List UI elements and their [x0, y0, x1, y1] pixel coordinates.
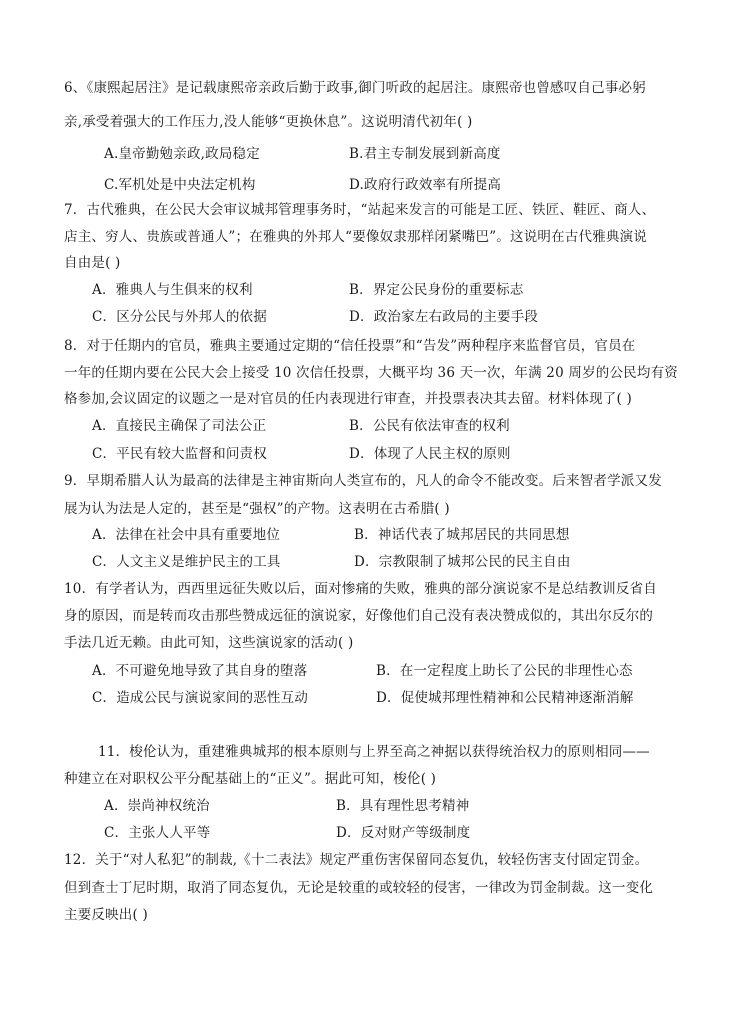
question-10-option-a: A．不可避免地导致了其自身的堕落: [92, 663, 308, 679]
question-11-option-c: C．主张人人平等: [104, 825, 211, 841]
question-6-option-c: C.军机处是中央法定机构: [104, 177, 256, 193]
question-6-line-2: 亲,承受着强大的工作压力,没人能够“更换休息”。这说明清代初年( ): [64, 114, 473, 130]
question-10-line-1: 10．有学者认为，西西里远征失败以后，面对惨痛的失败，雅典的部分演说家不是总结教训反省自: [64, 581, 657, 597]
question-10-line-2: 身的原因，而是转而攻击那些赞成远征的演说家，好像他们自己没有表决赞成似的，其出尔反尔的: [64, 608, 654, 624]
question-7-line-2: 店主、穷人、贵族或普通人”；在雅典的外邦人“要像奴隶那样闭紧嘴巴”。这说明在古代雅典演说: [64, 229, 648, 245]
question-7-option-a: A．雅典人与生俱来的权利: [92, 282, 253, 298]
question-7-option-b: B．界定公民身份的重要标志: [349, 282, 524, 298]
question-12-line-1: 12．关于“对人私犯”的制裁,《十二表法》规定严重伤害保留同态复仇，较轻伤害支付固定罚金。: [64, 852, 649, 868]
question-12-line-3: 主要反映出( ): [64, 907, 148, 923]
question-9-option-a: A．法律在社会中具有重要地位: [92, 527, 281, 543]
question-7-line-3: 自由是( ): [64, 255, 121, 271]
question-11-option-a: A．崇尚神权统治: [104, 798, 210, 814]
question-9-line-1: 9．早期希腊人认为最高的法律是主神宙斯向人类宣布的，凡人的命令不能改变。后来智者学派又发: [64, 473, 662, 489]
question-8-option-b: B．公民有依法审查的权利: [349, 418, 510, 434]
question-11-option-b: B．具有理性思考精神: [336, 798, 470, 814]
question-9-option-d: D．宗教限制了城邦公民的民主自由: [354, 554, 571, 570]
question-10-option-d: D．促使城邦理性精神和公民精神逐渐消解: [376, 690, 634, 706]
question-8-line-3: 格参加,会议固定的议题之一是对官员的任内表现进行审查，并投票表决其去留。材料体现了( ): [64, 391, 632, 407]
question-11-line-1: 11．梭伦认为，重建雅典城邦的根本原则与上界至高之神据以获得统治权力的原则相同——: [98, 744, 650, 760]
question-10-option-b: B．在一定程度上助长了公民的非理性心态: [376, 663, 633, 679]
question-7-option-d: D．政治家左右政局的主要手段: [349, 309, 539, 325]
question-8-option-a: A．直接民主确保了司法公正: [92, 418, 267, 434]
question-8-line-1: 8．对于任期内的官员，雅典主要通过定期的“信任投票”和“告发”两种程序来监督官员，官员在: [64, 338, 636, 354]
question-8-line-2: 一年的任期内要在公民大会上接受 10 次信任投票，大概平均 36 天一次，年满 20 周岁的公民均有资: [64, 365, 678, 381]
question-7-option-c: C．区分公民与外邦人的依据: [92, 309, 267, 325]
question-6-line-1: 6、《康熙起居注》是记载康熙帝亲政后勤于政事,御门听政的起居注。康熙帝也曾感叹自己事必躬: [64, 80, 646, 96]
question-10-line-3: 手法几近无赖。由此可知，这些演说家的活动( ): [64, 635, 354, 651]
question-10-option-c: C．造成公民与演说家间的恶性互动: [92, 690, 309, 706]
question-11-line-2: 种建立在对职权公平分配基础上的“正义”。据此可知，梭伦( ): [64, 771, 437, 787]
question-9-line-2: 展为认为法是人定的，甚至是“强权”的产物。这表明在古希腊( ): [64, 501, 450, 517]
question-8-option-c: C．平民有较大监督和问责权: [92, 446, 267, 462]
question-6-option-a: A.皇帝勤勉亲政,政局稳定: [104, 146, 260, 162]
question-9-option-b: B．神话代表了城邦居民的共同思想: [354, 527, 570, 543]
question-6-option-d: D.政府行政效率有所提高: [349, 177, 502, 193]
question-7-line-1: 7．古代雅典，在公民大会审议城邦管理事务时，“站起来发言的可能是工匠、铁匠、鞋匠、商人、: [64, 202, 656, 218]
question-11-option-d: D．反对财产等级制度: [336, 825, 471, 841]
question-6-option-b: B.君主专制发展到新高度: [349, 146, 501, 162]
question-8-option-d: D．体现了人民主权的原则: [349, 446, 511, 462]
question-12-line-2: 但到查士丁尼时期，取消了同态复仇，无论是较重的或较轻的侵害，一律改为罚金制裁。这一变化: [64, 880, 654, 896]
question-9-option-c: C．人文主义是维护民主的工具: [92, 554, 281, 570]
